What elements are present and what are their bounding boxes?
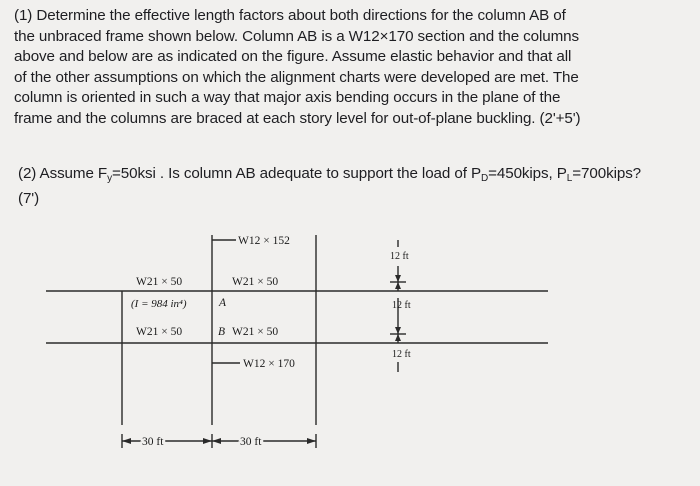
label-story-mid: 12 ft	[392, 300, 411, 311]
label-span-right: 30 ft	[240, 436, 262, 448]
span-arrow-right	[307, 438, 316, 444]
label-beam-upper-left-inertia: (I = 984 in⁴)	[131, 298, 187, 310]
label-beam-lower-left: W21 × 50	[136, 326, 183, 338]
story-arrow-up-2	[395, 327, 401, 334]
label-beam-upper-left: W21 × 50	[136, 276, 183, 288]
label-col-top: W12 × 152	[238, 235, 290, 247]
problem-1-line-1: (1) Determine the effective length factors about both directions for the column AB of	[14, 7, 566, 24]
span-arrow-mid-out	[212, 438, 221, 444]
fy-value: =50ksi	[112, 165, 156, 182]
label-beam-upper-right: W21 × 50	[232, 276, 279, 288]
story-arrow-down-1	[395, 282, 401, 289]
problem-1-line-4: of the other assumptions on which the alignment charts were developed are met. The	[14, 68, 579, 86]
story-arrow-up-1	[395, 275, 401, 282]
label-col-bottom: W12 × 170	[243, 358, 295, 370]
problem-2-points: (7')	[18, 190, 40, 207]
problem-1-line-3: above and below are as indicated on the figure. Assume elastic behavior and that all	[14, 48, 572, 66]
label-story-top: 12 ft	[390, 251, 409, 262]
pl-value: =700kips?	[572, 165, 642, 182]
problem-1-line-6: frame and the columns are braced at each story level for out-of-plane buckling. (2'+5')	[14, 109, 581, 127]
pd-value: =450kips, P	[488, 165, 567, 182]
pd-subscript: D	[480, 173, 489, 184]
pl-subscript: L	[566, 173, 573, 184]
label-point-b: B	[218, 326, 226, 338]
problem-1-line-5: column is oriented in such a way that major axis bending occurs in the plane of the	[14, 89, 561, 107]
problem-2-prefix: (2) Assume F	[18, 165, 108, 182]
span-arrow-left	[122, 438, 131, 444]
label-story-bottom: 12 ft	[392, 349, 411, 360]
problem-1-line-2: the unbraced frame shown below. Column AB is a W12×170 section and the columns	[14, 27, 580, 45]
fy-subscript: y	[107, 173, 113, 184]
story-arrow-down-2	[395, 334, 401, 341]
label-span-left: 30 ft	[142, 436, 164, 448]
label-point-a: A	[219, 297, 227, 309]
problem-2-question: . Is column AB adequate to support the load of P	[159, 165, 481, 182]
span-arrow-mid-in	[203, 438, 212, 444]
label-beam-lower-right: W21 × 50	[232, 326, 279, 338]
